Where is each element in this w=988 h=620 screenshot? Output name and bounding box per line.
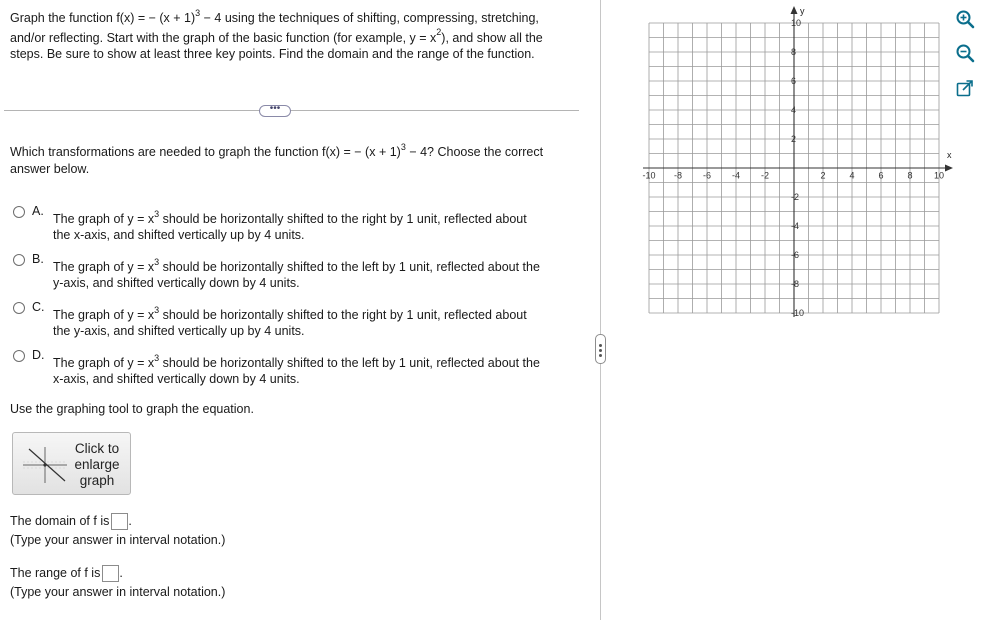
domain-period: . xyxy=(128,514,132,528)
radio-b[interactable] xyxy=(13,254,25,266)
axes xyxy=(643,6,953,317)
x-tick-label: 2 xyxy=(820,170,826,181)
domain-answer-row xyxy=(10,513,132,530)
choice-a-line-1 xyxy=(53,208,573,227)
popout-icon xyxy=(954,78,976,100)
question-text-b: − 4 using the techniques of shifting, compressing, stretching, xyxy=(200,11,539,25)
prompt-line-1 xyxy=(10,141,580,161)
choice-b-line-1 xyxy=(53,256,573,275)
question-exponent: 3 xyxy=(195,7,201,18)
x-axis-arrow xyxy=(945,165,953,172)
x-tick-label: 6 xyxy=(878,170,884,181)
y-tick-label: 2 xyxy=(791,134,797,144)
graphing-instruction: Use the graphing tool to graph the equation. xyxy=(10,402,254,416)
choice-d-line-1 xyxy=(53,352,573,371)
choice-text-d xyxy=(53,352,573,387)
choice-a-text: should be horizontally shifted to the right by 1 unit, reflected about xyxy=(159,212,527,226)
choice-d-exponent: 3 xyxy=(154,352,160,363)
choice-d-text: should be horizontally shifted to the left by 1 unit, reflected about the xyxy=(159,356,540,370)
prompt-text-b: − 4? Choose the correct xyxy=(405,145,544,159)
question-line-3: steps. Be sure to show at least three key points. Find the domain and the range of the function. xyxy=(10,47,535,61)
choice-c-line-1 xyxy=(53,304,573,323)
x-tick-label: -6 xyxy=(702,170,712,181)
choice-d-pre: The graph of y = x xyxy=(53,356,155,370)
pane-divider xyxy=(600,0,601,620)
more-button[interactable]: ••• xyxy=(259,105,291,117)
y-tick-label: -10 xyxy=(791,308,805,318)
choice-b[interactable] xyxy=(13,253,573,293)
y-tick-label: -4 xyxy=(791,221,800,231)
choice-c[interactable] xyxy=(13,301,573,341)
domain-hint: (Type your answer in interval notation.) xyxy=(10,533,226,547)
choice-c-text: should be horizontally shifted to the right by 1 unit, reflected about xyxy=(159,308,527,322)
range-period: . xyxy=(119,566,123,580)
x-tick-label: -4 xyxy=(731,170,741,181)
graph-thumbnail-icon xyxy=(21,445,69,485)
y-tick-label: -8 xyxy=(791,279,800,289)
range-answer-row xyxy=(10,565,123,582)
zoom-in-icon xyxy=(954,8,976,30)
tick-labels xyxy=(642,6,952,318)
prompt-line-2: answer below. xyxy=(10,162,90,176)
choice-b-exponent: 3 xyxy=(154,256,160,267)
x-tick-label: -8 xyxy=(673,170,683,181)
zoom-out-icon xyxy=(954,42,976,64)
x-tick-label: 8 xyxy=(907,170,913,181)
x-tick-label: 4 xyxy=(849,170,855,181)
enlarge-label-line-2: enlarge xyxy=(74,457,120,472)
enlarge-label-line-1: Click to xyxy=(74,441,120,456)
x-tick-label: 10 xyxy=(933,170,945,181)
x-tick-label: -10 xyxy=(642,170,656,181)
question-line-1 xyxy=(10,9,580,29)
choice-a[interactable] xyxy=(13,205,573,245)
question-statement xyxy=(10,9,580,60)
choice-letter-a: A. xyxy=(32,204,44,218)
pane-resize-handle[interactable] xyxy=(595,334,606,364)
radio-c[interactable] xyxy=(13,302,25,314)
range-input[interactable] xyxy=(102,565,119,582)
zoom-in-button[interactable] xyxy=(954,8,976,30)
domain-input[interactable] xyxy=(111,513,128,530)
question-text-a: Graph the function f(x) = − (x + 1) xyxy=(10,11,196,25)
coordinate-graph[interactable] xyxy=(630,0,952,330)
radio-a[interactable] xyxy=(13,206,25,218)
choice-a-pre: The graph of y = x xyxy=(53,212,155,226)
choice-d[interactable] xyxy=(13,349,573,389)
choice-c-pre: The graph of y = x xyxy=(53,308,155,322)
x-tick-label: -2 xyxy=(760,170,770,181)
choice-a-line-2: the x-axis, and shifted vertically up by 4 units. xyxy=(53,228,305,242)
y-axis-label: y xyxy=(800,6,805,16)
radio-d[interactable] xyxy=(13,350,25,362)
choice-c-exponent: 3 xyxy=(154,304,160,315)
enlarge-graph-label xyxy=(71,441,123,489)
choice-a-exponent: 3 xyxy=(154,208,160,219)
choice-text-a xyxy=(53,208,573,243)
y-tick-label: 10 xyxy=(791,18,802,28)
choice-b-pre: The graph of y = x xyxy=(53,260,155,274)
choice-c-line-2: the y-axis, and shifted vertically up by 4 units. xyxy=(53,324,305,338)
enlarge-graph-button[interactable] xyxy=(12,432,131,495)
choice-b-line-2: y-axis, and shifted vertically down by 4 units. xyxy=(53,276,300,290)
question-exponent-2: 2 xyxy=(436,27,442,38)
zoom-out-button[interactable] xyxy=(954,42,976,64)
choice-letter-c: C. xyxy=(32,300,45,314)
y-tick-label: -2 xyxy=(791,192,800,202)
y-tick-label: -6 xyxy=(791,250,800,260)
question-prompt xyxy=(10,141,580,178)
choice-text-b xyxy=(53,256,573,291)
choice-d-line-2: x-axis, and shifted vertically down by 4 units. xyxy=(53,372,300,386)
x-axis-label: x xyxy=(947,150,952,160)
y-axis-arrow xyxy=(791,6,798,14)
y-tick-label: 4 xyxy=(791,105,797,115)
y-tick-label: 8 xyxy=(791,47,797,57)
choice-letter-b: B. xyxy=(32,252,44,266)
y-tick-label: 6 xyxy=(791,76,797,86)
range-label: The range of f is xyxy=(10,566,101,580)
prompt-exponent: 3 xyxy=(400,141,406,152)
enlarge-label-line-3: graph xyxy=(79,473,115,488)
question-text-c: and/or reflecting. Start with the graph of the basic function (for example, y = x xyxy=(10,30,437,45)
question-text-d: ), and show all the xyxy=(441,30,543,45)
domain-label: The domain of f is xyxy=(10,514,110,528)
range-hint: (Type your answer in interval notation.) xyxy=(10,585,226,599)
prompt-text-a: Which transformations are needed to graph the function f(x) = − (x + 1) xyxy=(10,145,401,159)
choice-b-text: should be horizontally shifted to the left by 1 unit, reflected about the xyxy=(159,260,540,274)
popout-button[interactable] xyxy=(954,78,976,100)
choice-letter-d: D. xyxy=(32,348,45,362)
section-separator xyxy=(4,110,579,111)
question-line-2 xyxy=(10,29,580,49)
choice-text-c xyxy=(53,304,573,339)
